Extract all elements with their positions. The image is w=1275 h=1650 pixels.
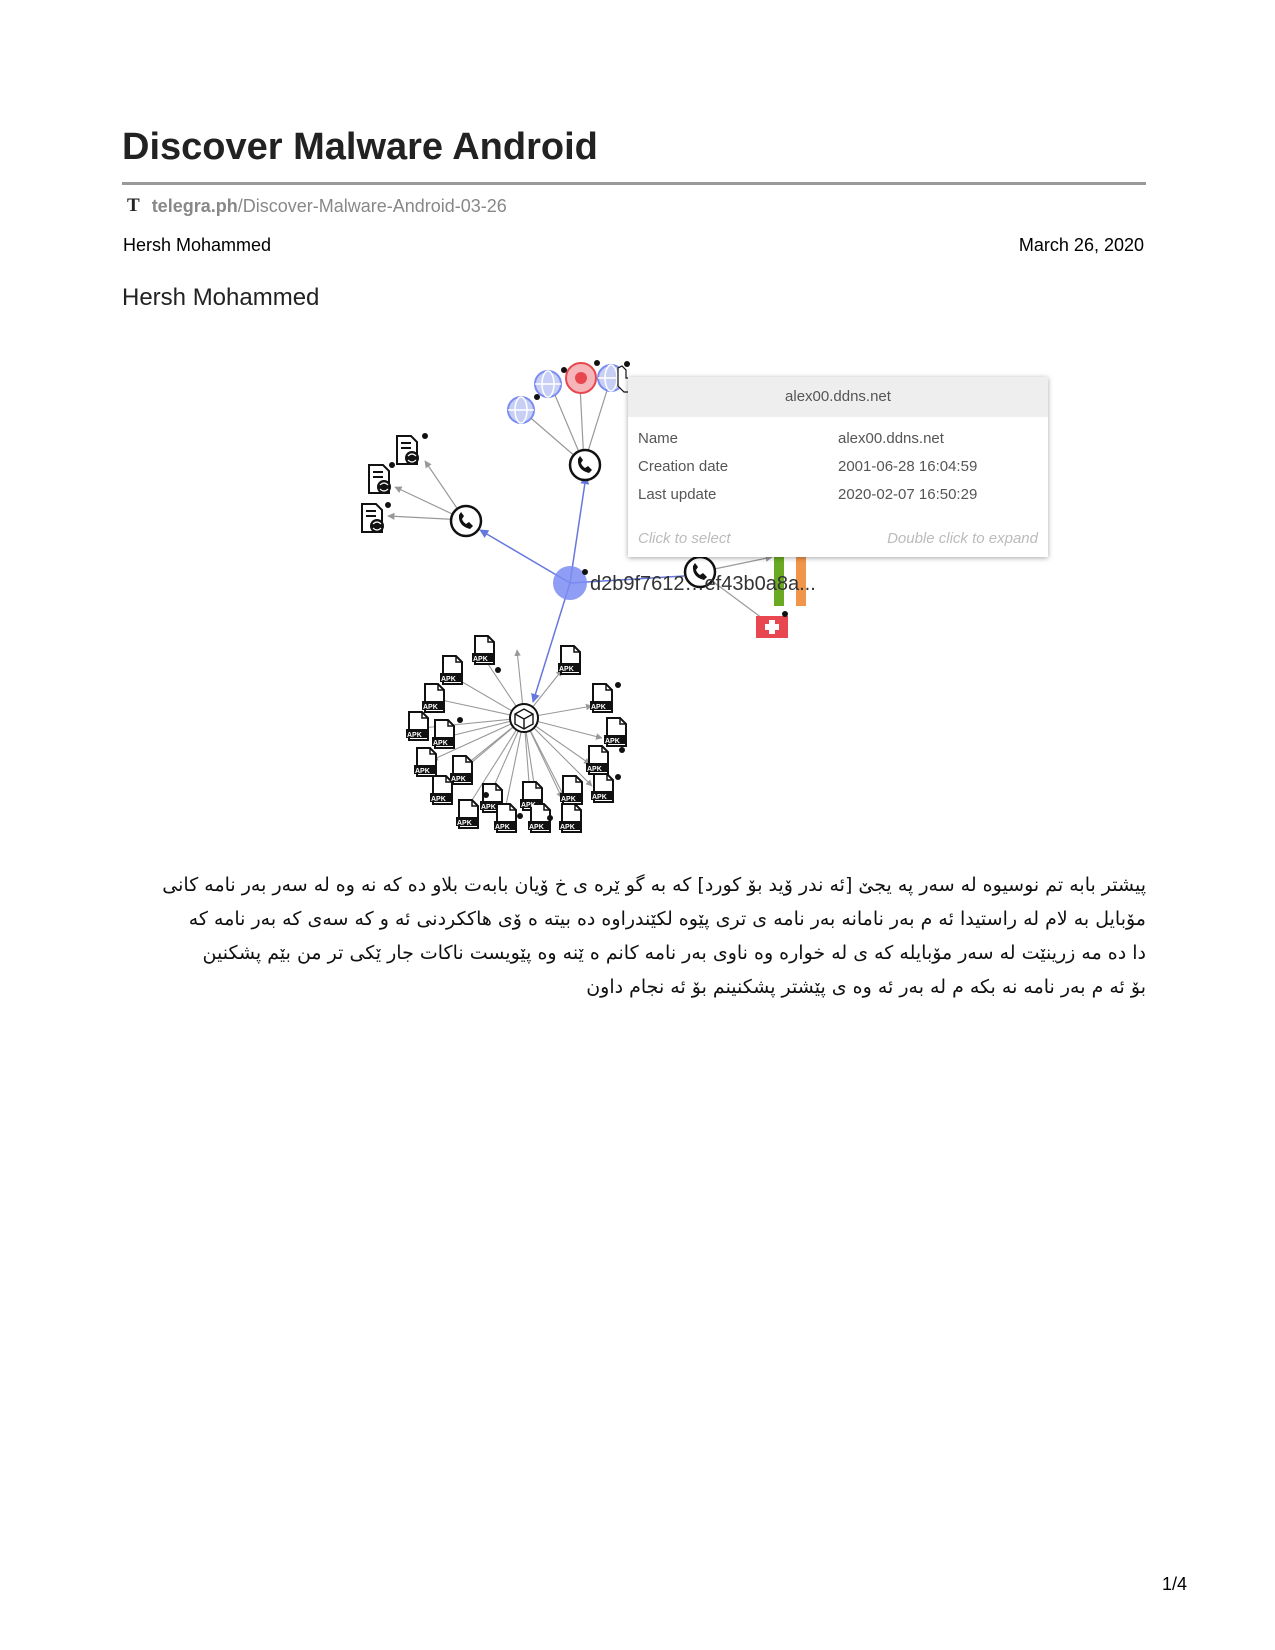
apk-label: APK	[605, 738, 620, 745]
apk-label: APK	[433, 740, 448, 747]
body-line: دا دە مە زرینێت لە سەر مۆبایلە کە ی لە خوارە وە ناوی بەر نامە کانم ه ێنە وە پێویست ناکات جار ێکی تر من بێم پشکنین	[202, 942, 1146, 964]
double-click-expand-hint[interactable]: Double click to expand	[887, 530, 1038, 547]
hash-label: d2b9f7612…ef43b0a8a...	[590, 573, 816, 595]
tooltip-row-creation-date	[628, 453, 1048, 481]
page-number: 1/4	[1161, 1574, 1187, 1594]
apk-label: APK	[521, 802, 536, 809]
malware-graph-screenshot	[122, 340, 1146, 870]
tooltip-row-last-update	[628, 481, 1048, 509]
tooltip-title: alex00.ddns.net	[628, 377, 1048, 417]
phone-node-top[interactable]	[570, 450, 600, 480]
article-title: Discover Malware Android	[122, 126, 598, 168]
apk-label: APK	[559, 666, 574, 673]
apk-label: APK	[529, 824, 544, 831]
apk-label: APK	[481, 804, 496, 811]
tooltip-footer	[638, 530, 1038, 547]
node-tooltip[interactable]	[628, 377, 1048, 557]
title-divider	[122, 182, 1146, 185]
apk-label: APK	[423, 704, 438, 711]
apk-label: APK	[441, 676, 456, 683]
source-domain: telegra.ph	[151, 195, 238, 216]
apk-file-nodes[interactable]	[406, 636, 626, 832]
author-heading: Hersh Mohammed	[122, 284, 320, 311]
apk-label: APK	[591, 704, 606, 711]
apk-label: APK	[592, 794, 607, 801]
tooltip-key: Name	[638, 430, 679, 447]
click-to-select-hint[interactable]: Click to select	[638, 530, 731, 547]
ip-node-2[interactable]	[535, 371, 561, 397]
apk-label: APK	[495, 824, 510, 831]
apk-label: APK	[407, 732, 422, 739]
tooltip-key: Last update	[638, 486, 717, 503]
telegraph-icon: T	[127, 195, 140, 216]
apk-label: APK	[473, 656, 488, 663]
body-line: بۆ ئە م بەر نامە نە بکە م لە بەر ئە وە ی پێشتر پشکنینم بۆ ئە نجام داون	[586, 976, 1146, 998]
tooltip-value: 2001-06-28 16:04:59	[838, 458, 978, 475]
apk-label: APK	[560, 824, 575, 831]
phone-node-left[interactable]	[451, 506, 481, 536]
tooltip-row-name	[628, 425, 1048, 453]
ip-node-1[interactable]	[508, 397, 534, 423]
apk-hub-node[interactable]	[510, 704, 538, 732]
publish-date: March 26, 2020	[1018, 235, 1144, 255]
body-line: مۆبایل بە لام لە راستیدا ئە م بەر نامانە بەر نامە ی تری پێوە لکێندراوە دە بیتە ه ۆی هاککردنی ئە و کە سەی کە بەر نامە کە	[188, 908, 1146, 930]
web-doc-node-1[interactable]	[397, 436, 419, 465]
body-line: پیشتر بابە تم نوسیوە لە سەر پە یجێ [ئە ندر ۆید بۆ کورد] کە بە گو ێرە ی خ ۆیان بابەت بلاو دە کە نە وە لە سەر بەر نامە کانی	[162, 874, 1146, 896]
apk-label: APK	[561, 796, 576, 803]
source-link[interactable]	[127, 195, 507, 217]
article-body	[122, 868, 1146, 1004]
web-doc-node-3[interactable]	[362, 504, 384, 533]
author-name: Hersh Mohammed	[123, 235, 272, 255]
apk-label: APK	[431, 796, 446, 803]
apk-label: APK	[587, 766, 602, 773]
alert-node[interactable]	[566, 363, 596, 393]
tooltip-value: alex00.ddns.net	[838, 430, 944, 447]
apk-label: APK	[415, 768, 430, 775]
tooltip-key: Creation date	[638, 458, 729, 475]
source-path: /Discover-Malware-Android-03-26	[237, 195, 507, 216]
web-doc-node-2[interactable]	[369, 465, 391, 494]
apk-label: APK	[457, 820, 472, 827]
tooltip-value: 2020-02-07 16:50:29	[838, 486, 978, 503]
apk-label: APK	[451, 776, 466, 783]
